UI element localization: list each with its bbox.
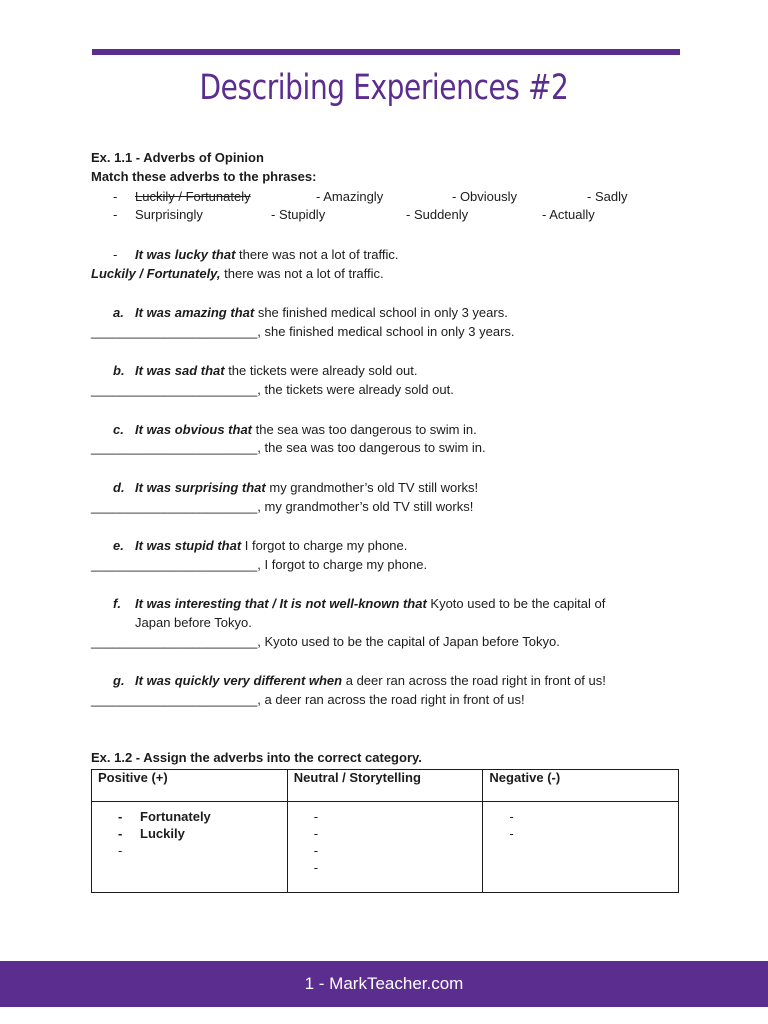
question-prompt: It was interesting that / It is not well-known that Kyoto used to be the capital of xyxy=(135,596,606,611)
list-item: - xyxy=(313,809,319,824)
answer-line[interactable]: _______________________, the sea was too dangerous to swim in. xyxy=(91,440,486,455)
answer-line[interactable]: _______________________, Kyoto used to be the capital of Japan before Tokyo. xyxy=(91,634,560,649)
title-rule xyxy=(92,49,680,55)
list-item: - Fortunately xyxy=(118,809,211,824)
answer-line[interactable]: _______________________, my grandmother’s old TV still works! xyxy=(91,499,474,514)
positive-cell[interactable] xyxy=(92,802,288,893)
column-header-positive: Positive (+) xyxy=(92,770,288,802)
column-header-neutral: Neutral / Storytelling xyxy=(287,770,483,802)
answer-line[interactable]: _______________________, I forgot to charge my phone. xyxy=(91,557,428,572)
answer-line[interactable]: _______________________, a deer ran across the road right in front of us! xyxy=(91,692,525,707)
word-bank-item: - Actually xyxy=(542,207,595,222)
question-letter: b. xyxy=(113,363,125,378)
question-letter: e. xyxy=(113,538,124,553)
list-item: - xyxy=(313,860,319,875)
question-prompt: It was surprising that my grandmother’s old TV still works! xyxy=(135,480,479,495)
list-item: - xyxy=(313,826,319,841)
list-item: - xyxy=(118,843,123,858)
question-prompt: It was quickly very different when a deer ran across the road right in front of us! xyxy=(135,673,606,688)
word-bank-dash: - xyxy=(113,207,118,222)
question-prompt: It was obvious that the sea was too dangerous to swim in. xyxy=(135,422,477,437)
word-bank-item: Surprisingly xyxy=(135,207,203,222)
question-letter: f. xyxy=(113,596,121,611)
negative-cell[interactable] xyxy=(483,802,679,893)
example-bullet: - xyxy=(113,247,118,262)
list-item: - xyxy=(509,826,514,841)
word-bank-item: Luckily / Fortunately xyxy=(135,189,251,204)
example-prompt: It was lucky that there was not a lot of traffic. xyxy=(135,247,399,262)
word-bank-item: - Suddenly xyxy=(406,207,469,222)
exercise-1-heading: Ex. 1.1 - Adverbs of Opinion xyxy=(91,150,264,165)
word-bank-item: - Obviously xyxy=(452,189,518,204)
example-answer: Luckily / Fortunately, there was not a lot of traffic. xyxy=(91,266,384,281)
list-item: - xyxy=(509,809,514,824)
question-letter: d. xyxy=(113,480,125,495)
answer-line[interactable]: _______________________, the tickets were already sold out. xyxy=(91,382,454,397)
page-title: Describing Experiences #2 xyxy=(199,68,569,108)
word-bank-item: - Sadly xyxy=(587,189,628,204)
question-prompt: It was stupid that I forgot to charge my phone. xyxy=(135,538,408,553)
category-table xyxy=(91,769,679,893)
page-footer: 1 - MarkTeacher.com xyxy=(0,961,768,1007)
word-bank-item: - Stupidly xyxy=(271,207,326,222)
question-letter: g. xyxy=(113,673,125,688)
list-item: - Luckily xyxy=(118,826,185,841)
exercise-1-instruction: Match these adverbs to the phrases: xyxy=(91,169,317,184)
answer-line[interactable]: _______________________, she finished medical school in only 3 years. xyxy=(91,324,515,339)
column-header-negative: Negative (-) xyxy=(483,770,679,802)
question-letter: c. xyxy=(113,422,124,437)
question-prompt-continuation: Japan before Tokyo. xyxy=(135,615,252,630)
neutral-cell[interactable] xyxy=(287,802,483,893)
list-item: - xyxy=(313,843,319,858)
exercise-2-heading: Ex. 1.2 - Assign the adverbs into the correct category. xyxy=(91,750,422,765)
question-letter: a. xyxy=(113,305,124,320)
word-bank-item: - Amazingly xyxy=(316,189,384,204)
question-prompt: It was amazing that she finished medical school in only 3 years. xyxy=(135,305,508,320)
word-bank-dash: - xyxy=(113,189,118,204)
question-prompt: It was sad that the tickets were already sold out. xyxy=(135,363,418,378)
